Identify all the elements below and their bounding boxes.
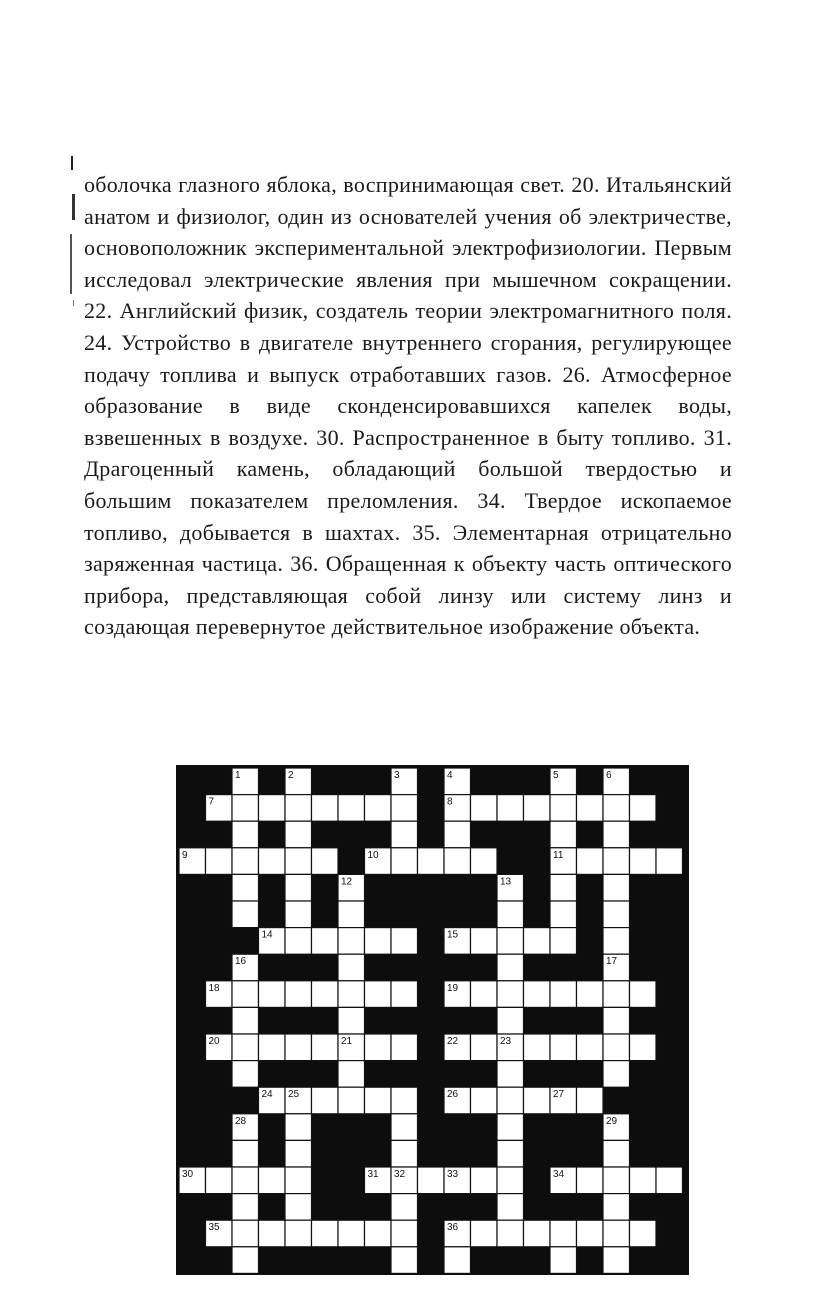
clue-number-3: 3 <box>394 770 400 781</box>
crossword-cell <box>497 1007 524 1034</box>
crossword-cell <box>603 1034 630 1061</box>
clue-number-34: 34 <box>553 1169 565 1180</box>
crossword-cell <box>550 795 577 822</box>
crossword-cell <box>232 1034 259 1061</box>
clue-number-15: 15 <box>447 929 459 941</box>
crossword-cell <box>365 1034 392 1061</box>
crossword-cell <box>232 821 259 848</box>
crossword-cell <box>312 1034 339 1061</box>
crossword-cell <box>497 1220 524 1247</box>
crossword-cell <box>497 1167 524 1194</box>
crossword-cell <box>232 1167 259 1194</box>
crossword-cell <box>338 928 365 955</box>
clue-number-2: 2 <box>288 770 294 781</box>
crossword-cell <box>285 848 312 875</box>
crossword-cell <box>391 928 418 955</box>
crossword-cell <box>577 1167 604 1194</box>
crossword-cell <box>524 795 551 822</box>
crossword-cell <box>603 848 630 875</box>
crossword-cell <box>550 874 577 901</box>
clue-number-35: 35 <box>208 1222 220 1234</box>
crossword-cell <box>603 821 630 848</box>
crossword-cell <box>497 1114 524 1141</box>
crossword-cell <box>497 1087 524 1114</box>
crossword-cell <box>550 1220 577 1247</box>
clues-paragraph: оболочка глазного яблока, воспринимающая свет. 20. Итальянский анатом и физиолог, один из основателей учения об электричестве, основоположник экспериментальной электрофизиологии. Первым исследовал электрические явления при мышечном сокращении. 22. Английский физик, создатель теории электромагнитного поля. 24. Устройство в двигателе внутреннего сгорания, регулирующее подачу топлива и выпуск отработавших газов. 26. Атмосферное образование в виде сконденсировавшихся капелек воды, взвешенных в воздухе. 30. Распространенное в быту топливо. 31. Драгоценный камень, обладающий большой твердостью и большим показателем преломления. 34. Твердое ископаемое топливо, добывается в шахтах. 35. Элементарная отрицательно заряженная частица. 36. Обращенная к объекту часть оптического прибора, представляющая собой линзу или систему линз и создающая перевернутое действительное изображение объекта. <box>84 172 732 640</box>
clue-number-29: 29 <box>606 1115 618 1127</box>
crossword-cell <box>603 928 630 955</box>
crossword-cell <box>259 1220 286 1247</box>
clue-number-1: 1 <box>235 770 241 781</box>
crossword-cell <box>550 1247 577 1274</box>
crossword-cell <box>338 1220 365 1247</box>
crossword-cell <box>391 1220 418 1247</box>
crossword-cell <box>391 981 418 1008</box>
crossword-cell <box>338 795 365 822</box>
crossword-cell <box>232 1007 259 1034</box>
crossword-cell <box>206 848 233 875</box>
crossword-cell <box>391 1087 418 1114</box>
crossword-cell <box>418 1167 445 1194</box>
crossword-cell <box>550 1034 577 1061</box>
crossword-cell <box>312 795 339 822</box>
crossword-cell <box>285 1034 312 1061</box>
crossword-cell <box>577 981 604 1008</box>
crossword-cell <box>630 795 657 822</box>
clue-number-8: 8 <box>447 796 453 808</box>
clue-number-7: 7 <box>208 796 215 808</box>
crossword-cell <box>338 981 365 1008</box>
crossword-cell <box>391 1194 418 1221</box>
crossword-cell <box>603 1007 630 1034</box>
crossword-cell <box>497 1061 524 1088</box>
crossword-cell <box>391 1140 418 1167</box>
crossword-grid <box>176 765 689 1275</box>
crossword-cell <box>285 821 312 848</box>
crossword-cell <box>232 1061 259 1088</box>
crossword-cell <box>312 848 339 875</box>
crossword-cell <box>630 848 657 875</box>
crossword-cell <box>365 1087 392 1114</box>
crossword-cell <box>630 1220 657 1247</box>
crossword-cell <box>497 981 524 1008</box>
crossword-cell <box>232 981 259 1008</box>
crossword-cell <box>524 981 551 1008</box>
clue-number-31: 31 <box>367 1169 379 1180</box>
crossword-cell <box>232 1140 259 1167</box>
clue-number-18: 18 <box>208 982 220 994</box>
crossword-cell <box>550 901 577 928</box>
crossword-cell <box>603 1167 630 1194</box>
crossword-cell <box>577 1220 604 1247</box>
crossword-cell <box>391 1034 418 1061</box>
crossword-cell <box>285 1220 312 1247</box>
crossword-cell <box>603 981 630 1008</box>
crossword-cell <box>285 1140 312 1167</box>
clue-number-27: 27 <box>553 1089 565 1101</box>
crossword-cell <box>285 1114 312 1141</box>
crossword-cell <box>630 981 657 1008</box>
crossword-cell <box>365 981 392 1008</box>
crossword-cell <box>232 1194 259 1221</box>
crossword-cell <box>391 795 418 822</box>
crossword-cell <box>577 1034 604 1061</box>
crossword-cell <box>630 1034 657 1061</box>
crossword-cell <box>497 1194 524 1221</box>
crossword-cell <box>524 1034 551 1061</box>
crossword-cell <box>550 981 577 1008</box>
crossword-cell <box>232 1220 259 1247</box>
crossword-cell <box>524 1087 551 1114</box>
crossword-cell <box>285 874 312 901</box>
crossword-cell <box>471 981 498 1008</box>
crossword-cell <box>603 1247 630 1274</box>
crossword-cell <box>471 795 498 822</box>
clue-number-6: 6 <box>606 770 612 781</box>
crossword-cell <box>312 981 339 1008</box>
crossword-cell <box>285 1194 312 1221</box>
crossword-cell <box>550 821 577 848</box>
crossword-cell <box>338 1061 365 1088</box>
crossword-cell <box>630 1167 657 1194</box>
crossword-cell <box>577 1087 604 1114</box>
crossword-cell <box>338 1007 365 1034</box>
crossword-cell <box>285 928 312 955</box>
clue-number-24: 24 <box>261 1089 273 1101</box>
crossword-cell <box>312 1220 339 1247</box>
crossword-cell <box>603 1061 630 1088</box>
crossword-cell <box>338 1087 365 1114</box>
crossword-cell <box>312 928 339 955</box>
crossword-cell <box>418 848 445 875</box>
clue-number-5: 5 <box>553 770 559 781</box>
clue-number-10: 10 <box>367 849 379 861</box>
crossword-cell <box>391 1114 418 1141</box>
clue-number-36: 36 <box>447 1222 459 1234</box>
clue-number-30: 30 <box>182 1169 194 1180</box>
crossword-cell <box>497 954 524 981</box>
clue-number-21: 21 <box>341 1036 353 1047</box>
crossword-cell <box>656 848 683 875</box>
margin-scan-marks <box>68 150 82 350</box>
crossword-cell <box>471 1087 498 1114</box>
crossword-cell <box>497 1140 524 1167</box>
crossword-cell <box>603 874 630 901</box>
clue-number-16: 16 <box>235 956 247 968</box>
clue-number-28: 28 <box>235 1115 247 1127</box>
crossword-cell <box>259 1167 286 1194</box>
crossword-cell <box>524 1220 551 1247</box>
clue-number-13: 13 <box>500 876 512 888</box>
clue-number-32: 32 <box>394 1169 406 1180</box>
crossword-cell <box>365 795 392 822</box>
crossword-cell <box>603 1220 630 1247</box>
crossword-cell <box>365 1220 392 1247</box>
clue-number-9: 9 <box>182 849 188 861</box>
crossword-cell <box>391 848 418 875</box>
crossword-cell <box>285 1167 312 1194</box>
crossword-cell <box>232 848 259 875</box>
crossword-cell <box>603 901 630 928</box>
clue-number-12: 12 <box>341 876 353 888</box>
crossword-cell <box>232 901 259 928</box>
crossword-cell <box>259 795 286 822</box>
crossword-cell <box>577 848 604 875</box>
clue-number-20: 20 <box>208 1036 220 1047</box>
crossword-cell <box>471 928 498 955</box>
clue-number-19: 19 <box>447 982 459 994</box>
crossword-cell <box>603 1140 630 1167</box>
crossword-cell <box>471 1034 498 1061</box>
clue-number-25: 25 <box>288 1089 300 1101</box>
crossword-cell <box>312 1087 339 1114</box>
crossword-cell <box>497 795 524 822</box>
crossword-cell <box>232 795 259 822</box>
clue-number-11: 11 <box>553 849 564 861</box>
crossword-cell <box>259 848 286 875</box>
crossword-cell <box>391 821 418 848</box>
crossword-cell <box>285 981 312 1008</box>
crossword-cell <box>232 1247 259 1274</box>
crossword-cell <box>391 1247 418 1274</box>
crossword-cell <box>285 795 312 822</box>
clue-number-22: 22 <box>447 1036 459 1047</box>
crossword-cell <box>206 1167 233 1194</box>
crossword-cell <box>471 848 498 875</box>
crossword-cell <box>603 1194 630 1221</box>
crossword-cell <box>259 981 286 1008</box>
crossword-svg <box>176 765 689 1275</box>
crossword-cell <box>577 795 604 822</box>
crossword-cell <box>497 928 524 955</box>
crossword-cell <box>603 795 630 822</box>
clue-number-14: 14 <box>261 929 273 941</box>
crossword-cell <box>259 1034 286 1061</box>
crossword-cell <box>338 954 365 981</box>
clue-number-4: 4 <box>447 770 453 781</box>
crossword-cell <box>444 821 471 848</box>
clue-number-33: 33 <box>447 1169 459 1180</box>
crossword-cell <box>471 1220 498 1247</box>
clue-number-17: 17 <box>606 956 618 968</box>
clue-number-23: 23 <box>500 1036 512 1047</box>
crossword-cell <box>365 928 392 955</box>
crossword-cell <box>444 848 471 875</box>
clue-number-26: 26 <box>447 1089 459 1101</box>
crossword-cell <box>285 901 312 928</box>
crossword-cell <box>338 901 365 928</box>
crossword-cell <box>471 1167 498 1194</box>
crossword-cell <box>497 901 524 928</box>
crossword-cell <box>444 1247 471 1274</box>
crossword-cell <box>524 928 551 955</box>
crossword-cell <box>550 928 577 955</box>
crossword-cell <box>232 874 259 901</box>
crossword-cell <box>656 1167 683 1194</box>
